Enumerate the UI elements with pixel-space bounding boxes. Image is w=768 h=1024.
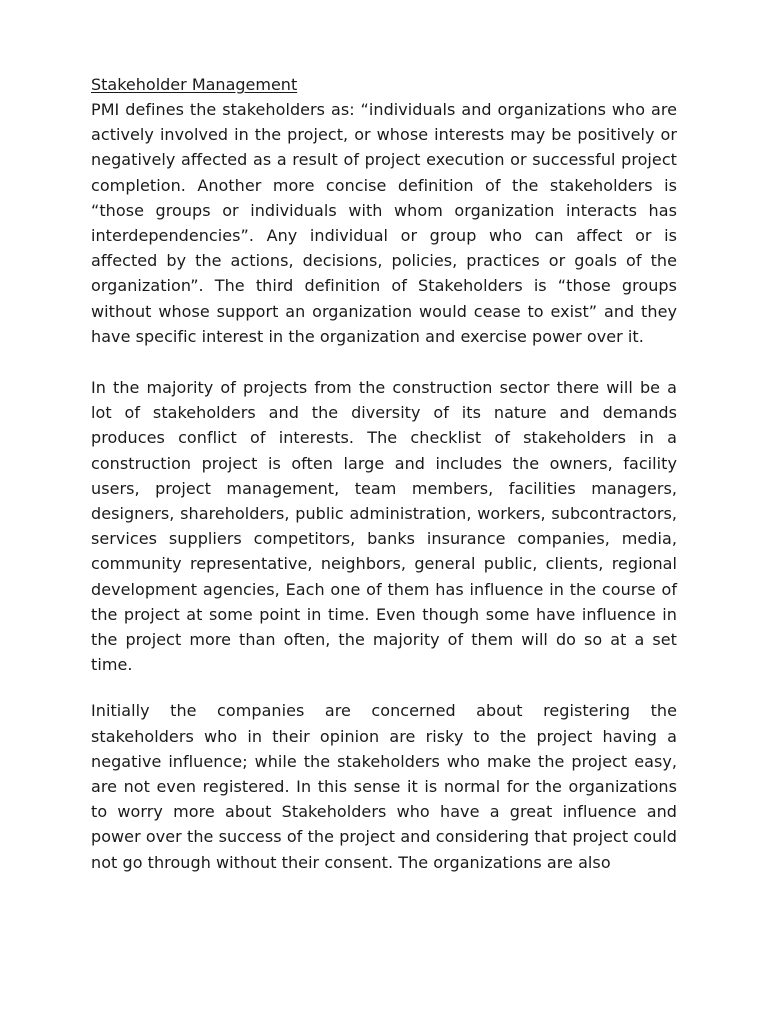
paragraph-registering-stakeholders: Initially the companies are concerned about registering the stakeholders who in their opinion are risky to the project having a negative influence; while the stakeholders who make the project easy, are not even registered. In this sense it is normal for the organizations to worry more about Stakeholders who have a great influence and power over the success of the project and considering that project could not go through without their consent. The organizations are also [91, 701, 677, 872]
paragraph-construction-stakeholders: In the majority of projects from the construction sector there will be a lot of stakeholders and the diversity of its nature and demands produces conflict of interests. The checklist of stakeholders in a construction project is often large and includes the owners, facility users, project management, team members, facilities managers, designers, shareholders, public administration, workers, subcontractors, services suppliers competitors, banks insurance companies, media, community representative, neighbors, general public, clients, regional development agencies, Each one of them has influence in the course of the project at some point in time. Even though some have influence in the project more than often, the majority of them will do so at a set time. [91, 378, 677, 675]
paragraph-definitions: PMI defines the stakeholders as: “individuals and organizations who are actively involved in the project, or whose interests may be positively or negatively affected as a result of project execution or successful project completion. Another more concise definition of the stakeholders is “those groups or individuals with whom organization interacts has interdependencies”. Any individual or group who can affect or is affected by the actions, decisions, policies, practices or goals of the organization”. The third definition of Stakeholders is “those groups without whose support an organization would cease to exist” and they have specific interest in the organization and exercise power over it. [91, 100, 677, 346]
document-title: Stakeholder Management [91, 75, 298, 94]
document-page [91, 72, 677, 875]
